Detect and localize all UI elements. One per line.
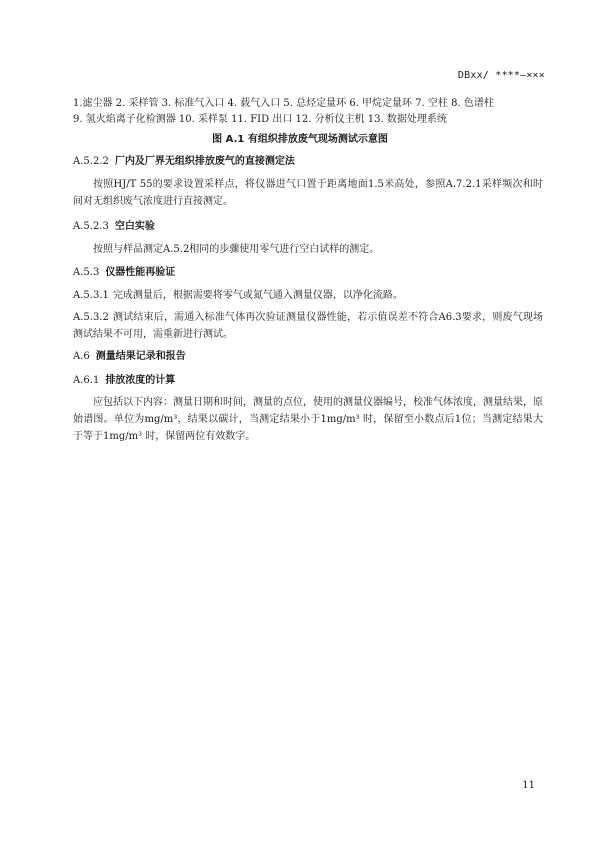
section-number: A.6.1 (73, 375, 100, 386)
section-heading-a522 (73, 153, 543, 170)
figure-caption: 图 A.1 有组织排放废气现场测试示意图 (212, 134, 388, 145)
legend-line-1: 1.滤尘器 2. 采样管 3. 标准气入口 4. 载气入口 5. 总烃定量环 6. 甲烷定量环 7. 空柱 8. 色谱柱 (73, 98, 494, 109)
figure-legend (73, 96, 543, 128)
section-title: 厂内及厂界无组织排放废气的直接测定法 (114, 156, 295, 167)
section-heading-a6 (73, 348, 543, 365)
clause-number: A.5.3.1 (73, 290, 109, 301)
page-number: 11 (522, 780, 535, 791)
legend-line-2: 9. 氢火焰离子化检测器 10. 采样泵 11. FID 出口 12. 分析仪主机 13. 数据处理系统 (73, 114, 447, 125)
section-title: 测量结果记录和报告 (95, 351, 186, 362)
clause-text: 完成测量后，根据需要将零气或氮气通入测量仪器，以净化流路。 (112, 290, 403, 301)
paragraph-blank-test: 按照与样品测定A.5.2相同的步骤使用零气进行空白试样的测定。 (93, 244, 380, 255)
document-code-header: DBxx/ ****—××× (457, 70, 545, 81)
section-number: A.5.3 (73, 267, 100, 278)
section-title: 空白实验 (114, 221, 155, 232)
section-heading-a61 (73, 372, 543, 389)
paragraph-emission-calculation: 应包括以下内容：测量日期和时间，测量的点位，使用的测量仪器编号，校准气体浓度，测量结果，原始谱图。单位为mg/m³，结果以碳计，当测定结果小于1mg/m³ 时，保留至小数点后1位；当测定结果大于等于1mg/m³ 时，保留两位有效数字。 (73, 397, 543, 442)
paragraph-a531 (73, 287, 543, 304)
clause-text: 测试结束后，需通入标准气体再次验证测量仪器性能，若示值误差不符合A6.3要求，则废气现场测试结果不可用，需重新进行测试。 (73, 312, 543, 340)
section-title: 排放浓度的计算 (105, 375, 176, 386)
section-heading-a523 (73, 218, 543, 235)
section-number: A.6 (73, 351, 90, 362)
clause-number: A.5.3.2 (73, 312, 109, 323)
paragraph-direct-measurement: 按照HJ/T 55的要求设置采样点，将仪器进气口置于距离地面1.5米高处，参照A.7.2.1采样频次和时间对无组织废气浓度进行直接测定。 (73, 179, 543, 207)
section-number: A.5.2.3 (73, 221, 109, 232)
section-heading-a53 (73, 264, 543, 281)
section-number: A.5.2.2 (73, 156, 109, 167)
section-title: 仪器性能再验证 (105, 267, 176, 278)
paragraph-a532 (73, 309, 543, 343)
